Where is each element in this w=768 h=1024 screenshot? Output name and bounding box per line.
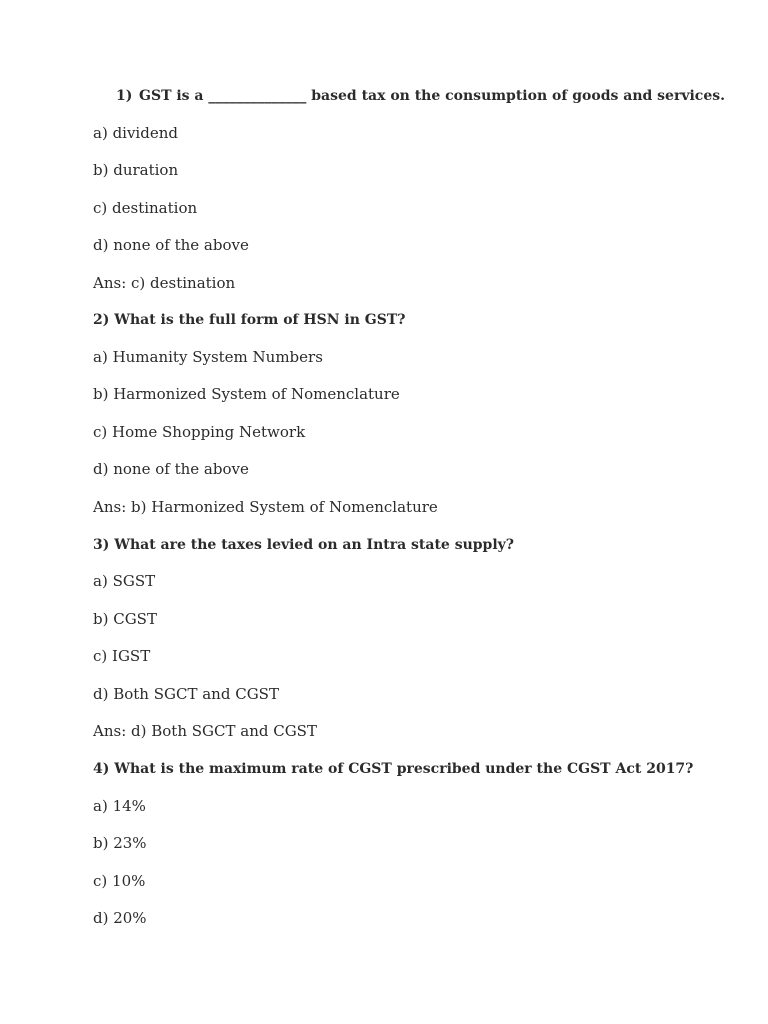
question-4-option-d: d) 20% (93, 909, 147, 927)
question-1-option-b: b) duration (93, 161, 179, 179)
question-4-option-b: b) 23% (93, 834, 147, 852)
question-1-text: GST is a ______________ based tax on the consumption of goods and services. (139, 88, 725, 104)
question-1-option-c: c) destination (93, 199, 198, 217)
question-2-answer: Ans: b) Harmonized System of Nomenclature (93, 498, 438, 516)
question-1-number: 1) (116, 88, 133, 104)
question-4-option-a: a) 14% (93, 797, 146, 815)
question-3-option-a: a) SGST (93, 572, 156, 590)
question-3-option-c: c) IGST (93, 647, 151, 665)
question-3-option-d: d) Both SGCT and CGST (93, 685, 279, 703)
question-3: 3) What are the taxes levied on an Intra state supply? (93, 537, 514, 553)
question-2-option-b: b) Harmonized System of Nomenclature (93, 385, 400, 403)
question-4: 4) What is the maximum rate of CGST prescribed under the CGST Act 2017? (93, 761, 694, 777)
question-1 (116, 86, 725, 106)
question-2-option-c: c) Home Shopping Network (93, 423, 306, 441)
question-1-option-a: a) dividend (93, 124, 178, 142)
question-3-option-b: b) CGST (93, 610, 157, 628)
question-2: 2) What is the full form of HSN in GST? (93, 312, 406, 328)
question-2-option-d: d) none of the above (93, 460, 249, 478)
question-3-answer: Ans: d) Both SGCT and CGST (93, 722, 317, 740)
question-4-option-c: c) 10% (93, 872, 146, 890)
question-1-answer: Ans: c) destination (93, 274, 236, 292)
question-2-option-a: a) Humanity System Numbers (93, 348, 323, 366)
question-1-option-d: d) none of the above (93, 236, 249, 254)
